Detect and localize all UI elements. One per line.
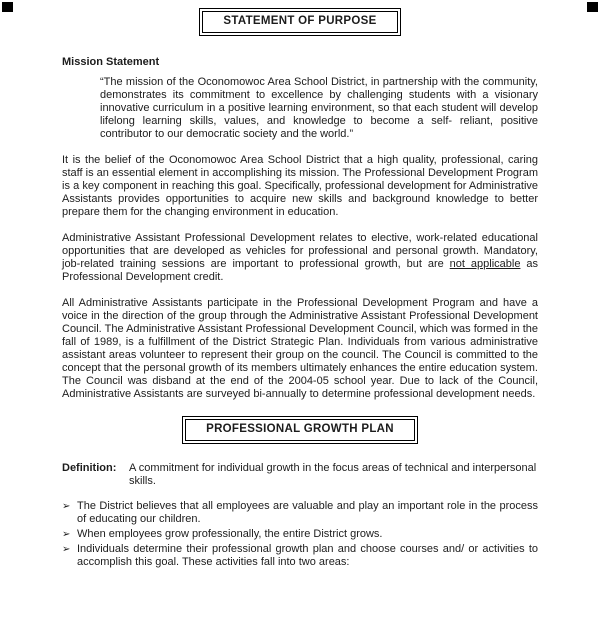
paragraph-elective-text-before: Administrative Assistant Professional Development relates to elective, work-related educational opportunities that are developed as vehicles for professional and personal growth. Mandatory, job-related training sessions are important to professional growth, but are bbox=[62, 232, 538, 270]
paragraph-elective bbox=[62, 232, 538, 284]
paragraph-elective-underlined-text: not applicable bbox=[449, 258, 521, 270]
list-item-text: The District believes that all employees are valuable and play an important role in the process of educating our children. bbox=[77, 500, 538, 525]
list-item bbox=[62, 528, 538, 541]
scan-corner-mark-left bbox=[2, 2, 13, 12]
arrow-bullet-icon: ➢ bbox=[62, 529, 71, 540]
definition-label: Definition: bbox=[62, 462, 117, 474]
professional-growth-plan-box bbox=[182, 416, 418, 444]
mission-statement-heading: Mission Statement bbox=[62, 56, 160, 68]
paragraph-belief bbox=[62, 154, 538, 219]
arrow-bullet-icon: ➢ bbox=[62, 544, 71, 555]
paragraph-council-text: All Administrative Assistants participate in the Professional Development Program and have a voice in the direction of the group through the Administrative Assistant Professional Development Council. The Administrative Assistant Professional Development Council, which was formed in the fall of 1989, is a fulfillment of the District Strategic Plan. Individuals from various administrative assistant areas volunteer to represent their group on the council. The Council is committed to the concept that the personal growth of its members ultimately enhances the entire education system. The Council was disband at the end of the 2004-05 school year. Due to lack of the Council, Administrative Assistants are surveyed bi-annually to determine professional development needs. bbox=[62, 297, 538, 400]
paragraph-elective-text-after: as Professional Development credit. bbox=[62, 258, 538, 283]
definition-row bbox=[62, 462, 538, 488]
statement-of-purpose-title: STATEMENT OF PURPOSE bbox=[202, 11, 397, 33]
arrow-bullet-icon: ➢ bbox=[62, 501, 71, 512]
list-item-text: Individuals determine their professional growth plan and choose courses and/ or activities to accomplish this goal. These activities fall into two areas: bbox=[77, 543, 538, 568]
statement-of-purpose-box bbox=[199, 8, 400, 36]
list-item bbox=[62, 543, 538, 569]
professional-growth-plan-header-row bbox=[62, 416, 538, 444]
paragraph-council bbox=[62, 297, 538, 401]
growth-plan-bullet-list bbox=[62, 500, 538, 569]
definition-text: A commitment for individual growth in the focus areas of technical and interpersonal skills. bbox=[129, 462, 537, 487]
mission-statement-quote: “The mission of the Oconomowoc Area School District, in partnership with the community, demonstrates its commitment to excellence by challenging students with a visionary innovative curriculum in a positive learning environment, so that each student will develop lifelong learning skills, values, and knowledge to become a self- reliant, positive contributor to our democratic society and the world.” bbox=[100, 76, 538, 140]
list-item-text: When employees grow professionally, the entire District grows. bbox=[77, 528, 383, 540]
professional-growth-plan-title: PROFESSIONAL GROWTH PLAN bbox=[185, 419, 415, 441]
list-item bbox=[62, 500, 538, 526]
paragraph-belief-text: It is the belief of the Oconomowoc Area School District that a high quality, professional, caring staff is an essential element in accomplishing its mission. The Professional Development Program is a key component in reaching this goal. Specifically, professional development for Administrative Assistants provides opportunities to acquire new skills and background knowledge to better prepare them for the changing environment in education. bbox=[62, 154, 538, 218]
scan-corner-mark-right bbox=[587, 2, 598, 12]
statement-of-purpose-header-row bbox=[62, 8, 538, 36]
